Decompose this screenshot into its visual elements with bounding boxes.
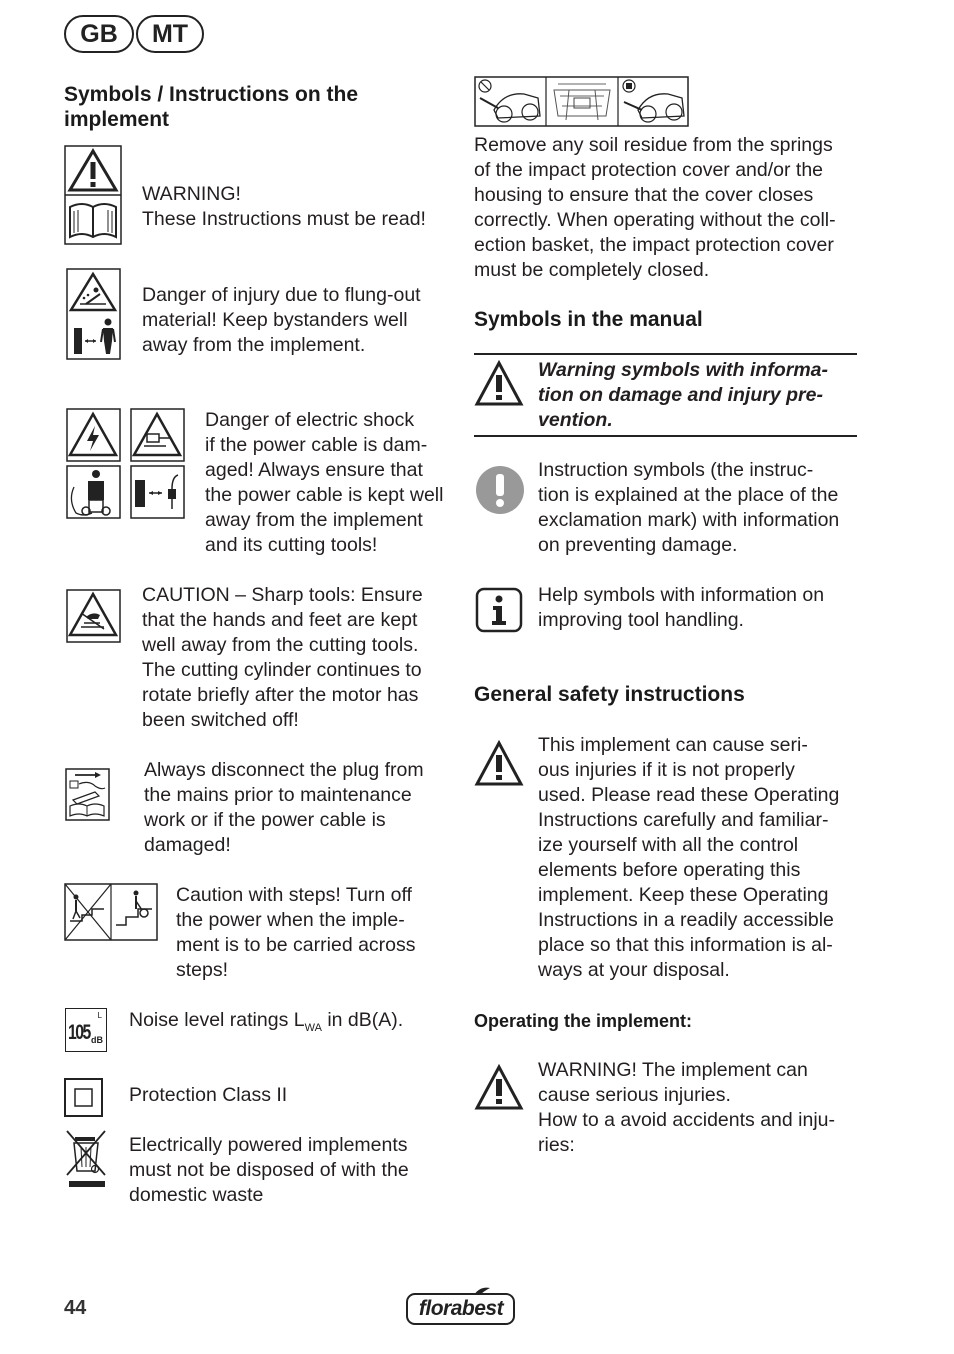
general-safety-heading: General safety instructions xyxy=(474,683,745,706)
language-badge-gb: GB xyxy=(64,15,134,53)
steps-caution-icon xyxy=(64,883,158,941)
sharp-tools-warning-icon xyxy=(66,589,121,643)
logo-text: florabest xyxy=(418,1297,504,1320)
steps-caution-text: Caution with steps! Turn off the power when the imple- ment is to be carried across steps! xyxy=(176,884,416,981)
warning-read-text: WARNING! These Instructions must be read! xyxy=(142,183,426,230)
divider-top xyxy=(474,353,857,355)
disconnect-plug-text: Always disconnect the plug from the mains prior to maintenance work or if the power cable is damaged! xyxy=(144,759,424,856)
florabest-logo xyxy=(406,1286,516,1326)
instruction-symbols-text: Instruction symbols (the instruc- tion is explained at the place of the exclamation mark) with information on preventing damage. xyxy=(538,459,840,556)
info-icon xyxy=(475,587,523,633)
warning-triangle-icon xyxy=(474,360,524,408)
soil-residue-paragraph: Remove any soil residue from the springs of the impact protection cover and/or the housing to ensure that the cover closes correctly. When operating without the coll- ection basket, the impact protection cover must be completely closed. xyxy=(474,134,836,281)
divider-bottom xyxy=(474,435,857,437)
warning-triangle-icon xyxy=(474,1064,524,1112)
protection-class-text: Protection Class II xyxy=(129,1084,288,1106)
warning-read-manual-icon xyxy=(64,145,122,245)
electric-shock-text: Danger of electric shock if the power cable is dam- aged! Always ensure that the power cable is kept well away from the implement and its cutting tools! xyxy=(205,409,444,556)
operating-implement-heading: Operating the implement: xyxy=(474,1011,693,1031)
help-symbols-text: Help symbols with information on improving tool handling. xyxy=(538,584,825,631)
exclamation-circle-icon xyxy=(475,465,525,515)
noise-level-text: Noise level ratings $L_{WA}$ in dB(A). xyxy=(129,1009,404,1034)
sharp-tools-text: CAUTION – Sharp tools: Ensure that the hands and feet are kept well away from the cutting tools. The cutting cylinder continues to rotate briefly after the motor has been switched off! xyxy=(142,584,423,731)
warning-triangle-icon xyxy=(474,740,524,788)
general-safety-text: This implement can cause seri- ous injuries if it is not properly used. Please read these Operating Instructions carefully and familiar- ize yourself with all the control elements before operating this implement. Keep these Operating Instructions in a readily accessible place so that this information is al- ways at your disposal. xyxy=(538,734,840,981)
noise-level-badge-icon: L 105 dB xyxy=(65,1008,107,1052)
impact-cover-illustration xyxy=(474,76,689,127)
page-number: 44 xyxy=(64,1297,87,1319)
symbols-in-manual-heading: Symbols in the manual xyxy=(474,308,703,331)
operating-warning-text: WARNING! The implement can cause serious injuries. How to a avoid accidents and inju- ries: xyxy=(538,1059,836,1156)
unplug-cable-icon xyxy=(130,465,185,519)
protection-class-ii-icon xyxy=(64,1078,103,1117)
section-title-symbols-implement: Symbols / Instructions on the implement xyxy=(64,83,359,131)
language-badge-mt: MT xyxy=(136,15,204,53)
warning-symbols-text: Warning symbols with informa- tion on damage and injury pre- vention. xyxy=(538,359,828,431)
person-cable-icon xyxy=(66,465,121,519)
disconnect-plug-icon xyxy=(65,768,110,821)
electric-shock-warning-icon xyxy=(66,408,121,462)
flung-material-text: Danger of injury due to flung-out material! Keep bystanders well away from the implement. xyxy=(142,284,421,356)
crossed-out-bin-icon xyxy=(65,1127,109,1189)
weee-disposal-text: Electrically powered implements must not be disposed of with the domestic waste xyxy=(129,1134,409,1206)
damaged-cable-warning-icon xyxy=(130,408,185,462)
flung-material-bystanders-icon xyxy=(66,268,121,360)
